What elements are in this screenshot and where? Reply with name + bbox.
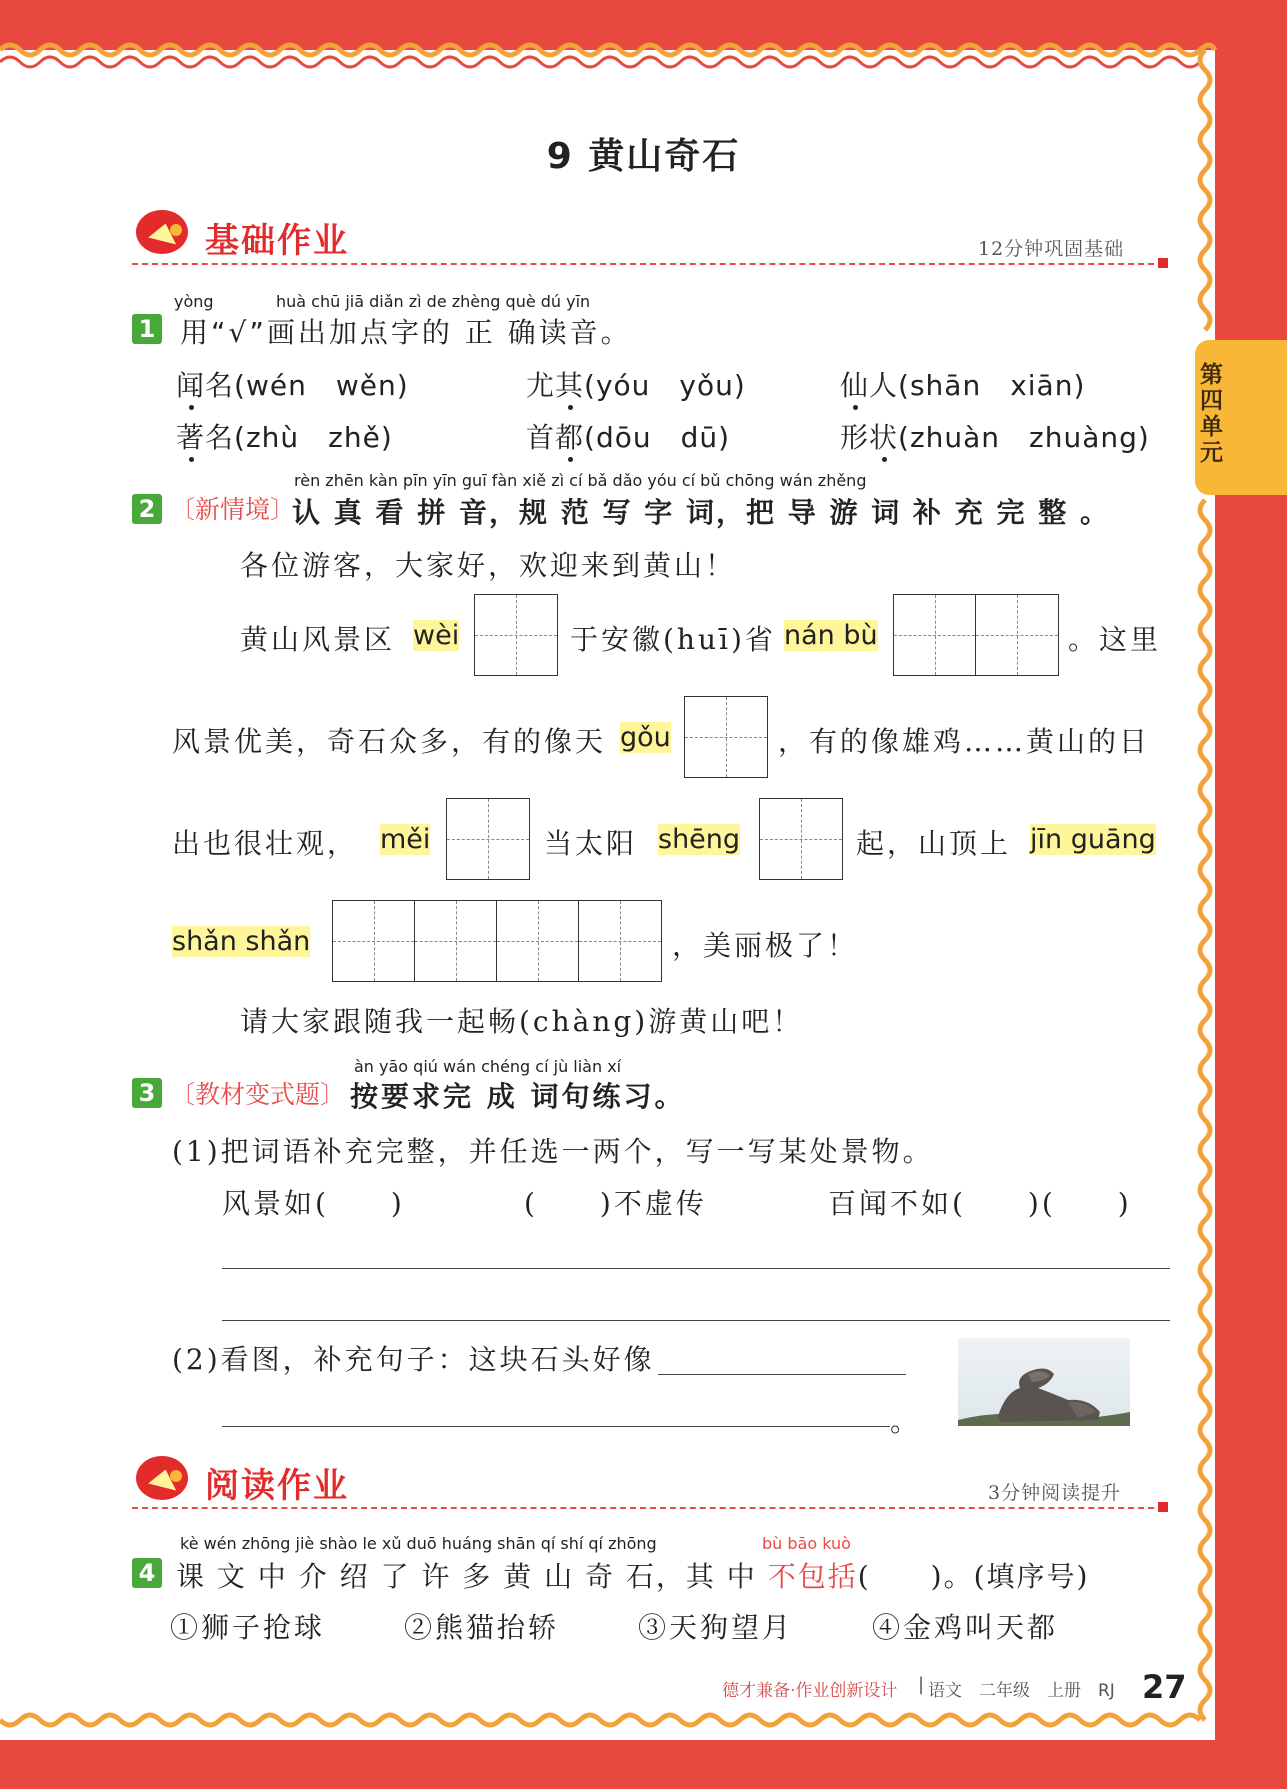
q3-tag: 〔教材变式题〕: [170, 1080, 346, 1109]
q2-line3c: 起，山顶上: [856, 827, 1012, 860]
q3-pinyin: àn yāo qiú wán chéng cí jù liàn xí: [354, 1057, 622, 1076]
q2-line3b: 当太阳: [544, 827, 638, 860]
q2-line2b: ，有的像雄鸡……黄山的日: [778, 725, 1151, 758]
q1-item-shoudu[interactable]: 首都(dōu dū): [526, 416, 730, 456]
question-number-2: 2: [132, 494, 162, 524]
footer-brand: 德才兼备·作业创新设计: [722, 1681, 898, 1701]
q3-instruction: 按要求完 成 词句练习。: [350, 1080, 686, 1113]
writing-grid-sheng[interactable]: [759, 798, 843, 880]
q3-period: 。: [890, 1405, 922, 1438]
q2-line4b: ，美丽极了！: [672, 929, 859, 962]
q2-line2a: 风景优美，奇石众多，有的像天: [172, 725, 607, 758]
q2-pinyin-nanbu: nán bù: [784, 620, 878, 651]
q3-sub2: (2)看图，补充句子：这块石头好像: [172, 1343, 655, 1376]
footer-course: 语文 二年级 上册 RJ: [928, 1681, 1115, 1701]
writing-grid-shanshan[interactable]: [332, 900, 662, 982]
q2-pinyin-gou: gǒu: [620, 722, 671, 753]
q2-line3a: 出也很壮观，: [172, 827, 359, 860]
question-number-3: 3: [132, 1078, 162, 1108]
q3-fill-1[interactable]: 风景如( ): [222, 1187, 405, 1220]
q2-line1c: 。这里: [1068, 623, 1162, 656]
q2-pinyin-shanshan: shǎn shǎn: [172, 926, 311, 957]
q2-pinyin: rèn zhēn kàn pīn yīn guī fàn xiě zì cí bǎ dǎo yóu cí bǔ chōng wán zhěng: [294, 471, 867, 490]
q2-pinyin-wei: wèi: [413, 620, 460, 651]
section-subtitle-basic: 12分钟巩固基础: [978, 238, 1125, 260]
q2-closing: 请大家跟随我一起畅(chàng)游黄山吧！: [240, 1005, 804, 1038]
answer-line-1[interactable]: [222, 1268, 1170, 1269]
q2-tag: 〔新情境〕: [170, 495, 296, 524]
q4-pinyin-red: bù bāo kuò: [762, 1534, 851, 1553]
q2-instruction: 认 真 看 拼 音，规 范 写 字 词，把 导 游 词 补 充 完 整 。: [292, 496, 1110, 529]
divider-end-marker: [1158, 1502, 1168, 1512]
q4-option-4[interactable]: ④金鸡叫天都: [872, 1611, 1059, 1644]
q3-sub1: (1)把词语补充完整，并任选一两个，写一写某处景物。: [172, 1135, 934, 1168]
q2-greeting: 各位游客，大家好，欢迎来到黄山！: [240, 549, 737, 582]
q1-pinyin-yong: yòng: [174, 292, 214, 311]
q4-question: 课 文 中 介 绍 了 许 多 黄 山 奇 石，其 中 不包括( )。(填序号): [176, 1560, 1090, 1593]
q2-line1a: 黄山风景区: [240, 623, 396, 656]
q1-instruction: 用“√”画出加点字的 正 确读音。: [180, 316, 632, 349]
q2-line1b: 于安徽(huī)省: [570, 623, 776, 656]
question-number-4: 4: [132, 1558, 162, 1588]
megaphone-icon: [132, 208, 190, 258]
divider-end-marker: [1158, 258, 1168, 268]
page-number: 27: [1142, 1668, 1187, 1706]
footer-separator: |: [918, 1674, 925, 1695]
q1-item-xianren[interactable]: 仙人(shān xiān): [840, 364, 1085, 404]
section-divider: [132, 263, 1164, 265]
q2-pinyin-sheng: shēng: [658, 824, 741, 855]
q2-pinyin-jinguang: jīn guāng: [1030, 824, 1156, 855]
rock-photo: [958, 1338, 1130, 1426]
section-title-basic: 基础作业: [205, 221, 349, 261]
q3-fill-3[interactable]: 百闻不如( )( ): [828, 1187, 1132, 1220]
question-number-1: 1: [132, 314, 162, 344]
section-divider: [132, 1507, 1164, 1509]
writing-grid-gou[interactable]: [684, 696, 768, 778]
answer-line-2[interactable]: [222, 1320, 1170, 1321]
q1-item-xingzhuang[interactable]: 形状(zhuàn zhuàng): [840, 416, 1150, 456]
q1-item-wenming[interactable]: 闻名(wén wěn): [176, 364, 409, 404]
unit-side-tab-label: 第四单元: [1200, 362, 1223, 466]
section-title-reading: 阅读作业: [205, 1466, 349, 1506]
answer-line-3[interactable]: [658, 1374, 906, 1375]
q1-pinyin: huà chū jiā diǎn zì de zhèng què dú yīn: [276, 292, 591, 311]
page-title: 9 黄山奇石: [546, 136, 741, 177]
writing-grid-wei[interactable]: [474, 594, 558, 676]
megaphone-icon: [132, 1454, 190, 1504]
q1-item-zhuming[interactable]: 著名(zhù zhě): [176, 416, 393, 456]
section-subtitle-reading: 3分钟阅读提升: [988, 1482, 1122, 1504]
q4-option-1[interactable]: ①狮子抢球: [170, 1611, 326, 1644]
q3-fill-2[interactable]: ( )不虚传: [524, 1187, 707, 1220]
answer-line-4[interactable]: [222, 1426, 890, 1427]
q1-item-youqi[interactable]: 尤其(yóu yǒu): [526, 364, 746, 404]
q4-option-2[interactable]: ②熊猫抬轿: [404, 1611, 560, 1644]
q2-pinyin-mei: měi: [380, 824, 431, 855]
q4-pinyin: kè wén zhōng jiè shào le xǔ duō huáng shān qí shí qí zhōng: [180, 1534, 657, 1553]
writing-grid-nanbu[interactable]: [893, 594, 1059, 676]
writing-grid-mei[interactable]: [446, 798, 530, 880]
q4-option-3[interactable]: ③天狗望月: [638, 1611, 794, 1644]
